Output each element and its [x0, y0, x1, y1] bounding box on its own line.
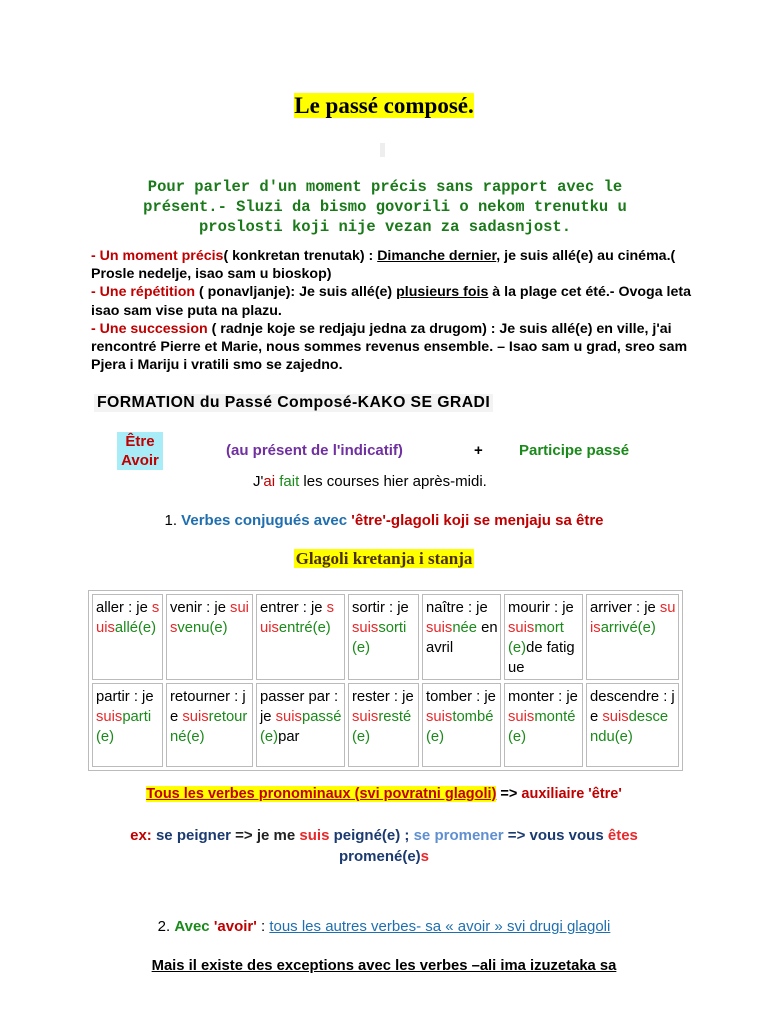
participe-label: Participe passé: [519, 442, 630, 459]
verb-cell: tomber : je suistombé(e): [422, 683, 501, 767]
uses-paragraph: [91, 247, 691, 374]
verb-cell: sortir : je suissorti(e): [348, 594, 419, 680]
verb-cell: venir : je suisvenu(e): [166, 594, 253, 680]
exceptions-line: Mais il existe des exceptions avec les verbes –ali ima izuzetaka sa: [151, 958, 617, 974]
avoir-verbs-link[interactable]: tous les autres verbes- sa « avoir » svi drugi glagoli: [269, 918, 611, 935]
verb-cell: aller : je suisallé(e): [92, 594, 163, 680]
pronominal-example: ex: se peigner => je me suis peigné(e) ; se promener => vous vous êtes promené(e)s: [130, 827, 638, 865]
auxiliaries-box: Être Avoir: [117, 432, 163, 470]
verb-cell: descendre : je suisdescendu(e): [586, 683, 679, 767]
use-succession: - Une succession ( radnje koje se redjaju jedna za drugom) : Je suis allé(e) en ville, j'ai rencontré Pierre et Marie, nous sommes revenus ensemble. – Isao sam u grad, sreo sam Pjera i Mariju i vratili smo se zajedno.: [91, 320, 688, 374]
verb-cell: entrer : je suisentré(e): [256, 594, 345, 680]
intro-text: Pour parler d'un moment précis sans rapport avec le présent.- Sluzi da bismo govorili o nekom trenutku u proslosti koji nije vezan za sadasnjost.: [143, 178, 627, 236]
verb-cell: retourner : je suisretourné(e): [166, 683, 253, 767]
glagoli-heading: Glagoli kretanja i stanja: [295, 549, 473, 568]
verb-cell: rester : je suisresté(e): [348, 683, 419, 767]
table-row: [92, 683, 679, 767]
text-cursor-mark: [380, 143, 385, 157]
verb-cell: passer par : je suispassé(e)par: [256, 683, 345, 767]
verb-cell: monter : je suismonté(e): [504, 683, 583, 767]
verb-cell: arriver : je suisarrivé(e): [586, 594, 679, 680]
formation-example: J'ai fait les courses hier après-midi.: [253, 473, 487, 490]
verb-cell: partir : je suisparti(e): [92, 683, 163, 767]
verb-cell: naître : je suisnée en avril: [422, 594, 501, 680]
use-moment: - Un moment précis( konkretan trenutak) : Dimanche dernier, je suis allé(e) au cinéma.( Prosle nedelje, isao sam u bioskop): [91, 248, 676, 283]
section-2-heading: 2. Avec 'avoir' : tous les autres verbes- sa « avoir » svi drugi glagoli: [157, 918, 611, 935]
plus-sign: +: [474, 442, 483, 459]
section-1-heading: 1. Verbes conjugués avec 'être'-glagoli koji se menjaju sa être: [164, 512, 604, 529]
formation-heading: FORMATION du Passé Composé-KAKO SE GRADI: [94, 394, 493, 412]
pronominaux-rule: Tous les verbes pronominaux (svi povratni glagoli) => auxiliaire 'être': [146, 786, 622, 802]
page-title: Le passé composé.: [294, 93, 474, 118]
au-present-label: (au présent de l'indicatif): [226, 442, 403, 459]
table-row: [92, 594, 679, 680]
etre-verbs-table: [88, 590, 683, 771]
verb-cell: mourir : je suismort(e)de fatigue: [504, 594, 583, 680]
use-repetition: - Une répétition ( ponavljanje): Je suis allé(e) plusieurs fois à la plage cet été.- Ovoga leta isao sam vise puta na plazu.: [91, 284, 692, 319]
